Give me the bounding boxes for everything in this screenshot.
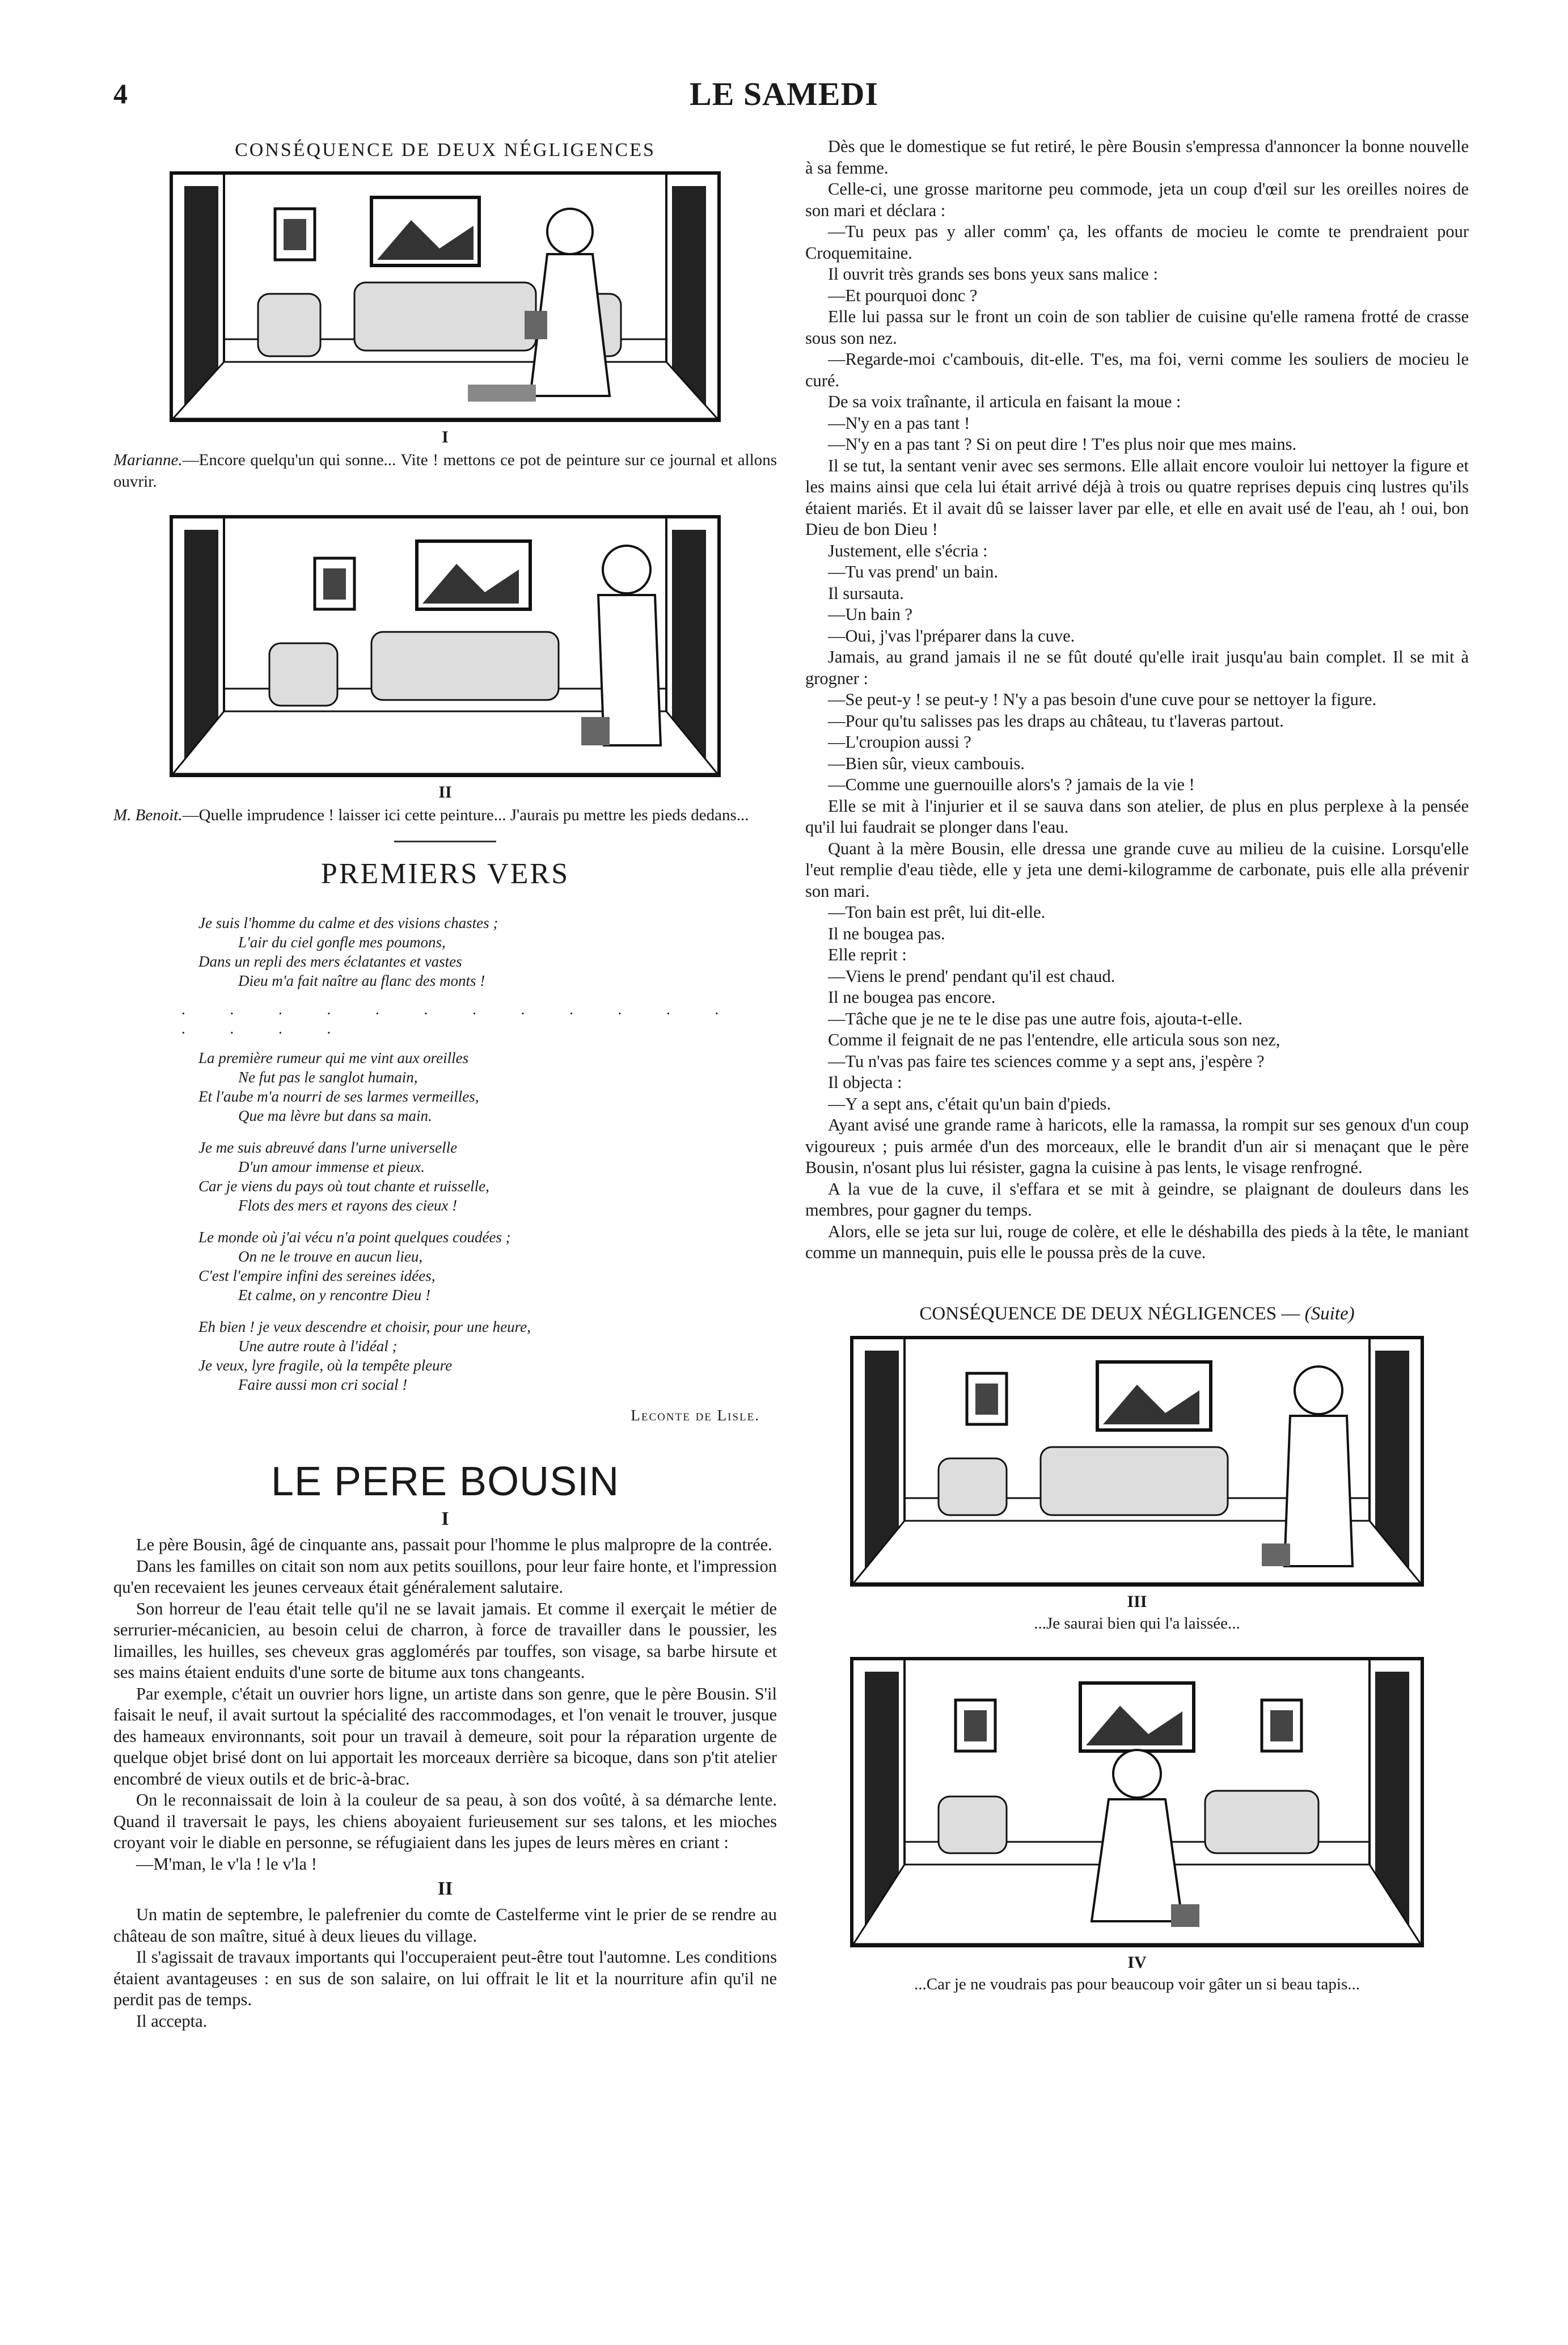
comic-title: CONSÉQUENCE DE DEUX NÉGLIGENCES —	[919, 1303, 1300, 1324]
poem-line: Je veux, lyre fragile, où la tempête pleure	[198, 1357, 453, 1374]
paragraph: A la vue de la cuve, il s'effara et se mit à geindre, se plaignant de douleurs dans les membres, pour gagner du temps.	[805, 1179, 1469, 1220]
paragraph: —M'man, le v'la ! le v'la !	[136, 1854, 317, 1874]
paragraph: Elle lui passa sur le front un coin de son tablier de cuisine qu'elle ramena frotté de crasse sous son nez.	[805, 307, 1469, 348]
paragraph: Son horreur de l'eau était telle qu'il ne se lavait jamais. Et comme il exerçait le métier de serrurier-mécanicien, au besoin celui de charron, à force de travailler dans le poussier, les limailles, les huilles, ses cheveux gras agglomérés par touffes, son visage, sa barbe hirsute et ses mains étaient enduits d'une sorte de bitume aux tons changeants.	[113, 1599, 777, 1682]
panel-caption-2	[113, 804, 777, 826]
paragraph: Il sursauta.	[828, 583, 904, 603]
paragraph: Il ouvrit très grands ses bons yeux sans malice :	[828, 264, 1158, 284]
room-illustration-3	[853, 1339, 1421, 1583]
poem-line: D'un amour immense et pieux.	[238, 1158, 425, 1175]
paragraph: Par exemple, c'était un ouvrier hors ligne, un artiste dans son genre, que le père Bousin. S'il faisait le neuf, il avait surtout la spécialité des raccommodages, et l'on venait le trouver, jusque des hameaux environnants, soit pour un travail à demeure, soit pour la réparation urgente de quelque objet brisé dont on lui apportait les morceaux derrière sa bicoque, dans son p'tit atelier encombré de vieux outils et de bric-à-brac.	[113, 1684, 777, 1789]
paragraph: —Et pourquoi donc ?	[828, 285, 978, 305]
paragraph: Dans les familles on citait son nom aux petits souillons, pour leur faire honte, et l'impression qu'en recevaient les jeunes cerveaux était généralement salutaire.	[113, 1556, 777, 1597]
poem-line: Dieu m'a fait naître au flanc des monts !	[238, 972, 485, 989]
poem-line: Et calme, on y rencontre Dieu !	[238, 1287, 431, 1304]
comic-panel-4	[850, 1657, 1424, 1947]
panel-numeral-3: III	[1127, 1592, 1147, 1611]
divider	[394, 841, 496, 842]
paragraph: —Tu peux pas y aller comm' ça, les offants de mocieu le comte te prendraient pour Croquemitaine.	[805, 222, 1469, 263]
poem-line: Je suis l'homme du calme et des visions chastes ;	[198, 914, 498, 931]
paragraph: —N'y en a pas tant ? Si on peut dire ! T'es plus noir que mes mains.	[828, 435, 1297, 454]
poem-line: On ne le trouve en aucun lieu,	[238, 1248, 423, 1265]
paragraph: —Se peut-y ! se peut-y ! N'y a pas besoin d'une cuve pour se nettoyer la figure.	[828, 690, 1377, 709]
room-illustration-2	[173, 518, 717, 774]
story-continuation	[805, 136, 1469, 1264]
panel-caption-1	[113, 449, 777, 492]
paragraph: Elle se mit à l'injurier et il se sauva dans son atelier, de plus en plus perplexe à la pensée qu'il lui faudrait se plonger dans l'eau.	[805, 796, 1469, 837]
paragraph: Dès que le domestique se fut retiré, le père Bousin s'empressa d'annoncer la bonne nouvelle à sa femme.	[805, 137, 1469, 178]
poem-line: Que ma lèvre but dans sa main.	[238, 1107, 432, 1124]
poem-line: Ne fut pas le sanglot humain,	[238, 1069, 418, 1086]
poem-stanza	[198, 1228, 777, 1305]
comic-panel-2	[170, 515, 721, 777]
poem-line: Une autre route à l'idéal ;	[238, 1338, 398, 1355]
paragraph: Elle reprit :	[828, 945, 907, 964]
paragraph: —Tâche que je ne te le dise pas une autre fois, ajouta-t-elle.	[828, 1009, 1242, 1028]
paragraph: —Viens le prend' pendant qu'il est chaud.	[828, 966, 1115, 986]
paragraph: De sa voix traînante, il articula en faisant la moue :	[828, 392, 1181, 411]
poem-line: Dans un repli des mers éclatantes et vastes	[198, 953, 462, 970]
panel-caption-3: ...Je saurai bien qui l'a laissée...	[1034, 1614, 1240, 1633]
poem-line: Eh bien ! je veux descendre et choisir, pour une heure,	[198, 1318, 531, 1335]
paragraph: Ayant avisé une grande rame à haricots, elle la ramassa, la rompit sur ses genoux d'un coup vigoureux ; puis armée d'un des morceaux, elle le brandit d'un air si menaçant que le père Bousin, n'osant plus lui résister, gagna la cuisine à pas lents, le visage renfrogné.	[805, 1115, 1469, 1177]
poem-line: Je me suis abreuvé dans l'urne universelle	[198, 1139, 458, 1156]
paragraph: —N'y en a pas tant !	[828, 413, 970, 433]
paragraph: —Tu n'vas pas faire tes sciences comme y a sept ans, j'espère ?	[828, 1051, 1265, 1071]
paragraph: Il ne bougea pas encore.	[828, 988, 996, 1007]
paragraph: Quant à la mère Bousin, elle dressa une grande cuve au milieu de la cuisine. Lorsqu'elle l'eut remplie d'eau tiède, elle y jeta une demi-kilogramme de carbonate, puis elle alla prévenir son mari.	[805, 838, 1469, 901]
panel-caption-4: ...Car je ne voudrais pas pour beaucoup voir gâter un si beau tapis...	[914, 1975, 1360, 1993]
paragraph: Celle-ci, une grosse maritorne peu commode, jeta un coup d'œil sur les oreilles noires de son mari et déclara :	[805, 179, 1469, 220]
paragraph: Un matin de septembre, le palefrenier du comte de Castelferme vint le prier de se rendre au château de son maître, situé à deux lieues du village.	[113, 1905, 777, 1946]
paragraph: —Regarde-moi c'cambouis, dit-elle. T'es, ma foi, verni comme les souliers de mocieu le curé.	[805, 349, 1469, 390]
caption-speaker: Marianne.	[113, 451, 183, 469]
paragraph: Il objecta :	[828, 1073, 902, 1092]
story-section-2	[113, 1904, 777, 2032]
poem-stanza	[198, 913, 777, 990]
caption-speaker: M. Benoit.	[113, 806, 183, 824]
paragraph: —Oui, j'vas l'préparer dans la cuve.	[828, 626, 1075, 646]
paragraph: —Comme une guernouille alors's ? jamais de la vie !	[828, 775, 1195, 794]
poem-body	[181, 913, 777, 1394]
paragraph: —Ton bain est prêt, lui dit-elle.	[828, 902, 1046, 922]
paragraph: Comme il feignait de ne pas l'entendre, elle articula sous son nez,	[828, 1030, 1280, 1049]
paragraph: —Tu vas prend' un bain.	[828, 562, 999, 581]
poem-author: Leconte de Lisle.	[631, 1407, 760, 1424]
paragraph: Il se tut, la sentant venir avec ses sermons. Elle allait encore vouloir lui nettoyer la figure et les mains ainsi que cela lui était arrivé déjà à trois ou quatre reprises depuis cinq lustres qu'ils étaient mariés. Et il avait dû se laisser laver par elle, et elle en avait usé de l'eau, ah ! oui, bon Dieu de bon Dieu !	[805, 455, 1469, 539]
newspaper-title: LE SAMEDI	[690, 75, 878, 112]
panel-numeral-1: I	[442, 428, 449, 446]
comic-title: CONSÉQUENCE DE DEUX NÉGLIGENCES	[235, 140, 656, 161]
paragraph: On le reconnaissait de loin à la couleur de sa peau, à son dos voûté, à sa démarche lente. Quand il traversait le pays, les chiens aboyaient furieusement sur ses talons, et les mioches croyant voir le diable en personne, se réfugiaient dans les jupes de leurs mères en criant :	[113, 1790, 777, 1852]
room-illustration-1	[173, 175, 717, 419]
section-heading-2: II	[437, 1878, 453, 1899]
comic-panel-3	[850, 1336, 1424, 1587]
poem-line: Flots des mers et rayons des cieux !	[238, 1197, 458, 1214]
poem-line: L'air du ciel gonfle mes poumons,	[238, 934, 446, 951]
room-illustration-4	[853, 1660, 1421, 1944]
poem-stanza	[198, 1048, 777, 1125]
poem-line: La première rumeur qui me vint aux oreilles	[198, 1049, 469, 1066]
paragraph: —Y a sept ans, c'était qu'un bain d'pieds.	[828, 1094, 1111, 1114]
paragraph: Jamais, au grand jamais il ne se fût douté qu'elle irait jusqu'au bain complet. Il se mit à grogner :	[805, 647, 1469, 688]
poem-stanza	[198, 1138, 777, 1215]
paragraph: Il accepta.	[136, 2011, 208, 2031]
poem-line: Car je viens du pays où tout chante et ruisselle,	[198, 1178, 489, 1195]
paragraph: Alors, elle se jeta sur lui, rouge de colère, et elle le déshabilla des pieds à la tête, le maniant comme un mannequin, puis elle le poussa près de la cuve.	[805, 1221, 1469, 1262]
panel-numeral-2: II	[438, 783, 452, 802]
section-heading-1: I	[441, 1508, 449, 1529]
paragraph: Justement, elle s'écria :	[828, 541, 988, 560]
right-column	[805, 136, 1469, 1995]
poem-line: Faire aussi mon cri social !	[238, 1376, 408, 1393]
poem-line: C'est l'empire infini des sereines idées,	[198, 1267, 436, 1284]
paragraph: —Bien sûr, vieux cambouis.	[828, 753, 1025, 773]
poem-title: PREMIERS VERS	[320, 858, 570, 890]
paragraph: —Pour qu'tu salisses pas les draps au château, tu t'laveras partout.	[828, 711, 1284, 731]
poem-ellipsis-row: . . . . . . . . . . . . . . . .	[181, 1001, 739, 1037]
comic-panel-1	[170, 171, 721, 422]
suite-label: (Suite)	[1304, 1303, 1355, 1324]
story-title: LE PERE BOUSIN	[271, 1459, 620, 1504]
paragraph: Il ne bougea pas.	[828, 923, 945, 943]
poem-stanza	[198, 1317, 777, 1394]
poem-line: Le monde où j'ai vécu n'a point quelques coudées ;	[198, 1229, 511, 1246]
story-section-1	[113, 1534, 777, 1875]
paragraph: —L'croupion aussi ?	[828, 732, 971, 752]
caption-text: —Quelle imprudence ! laisser ici cette peinture... J'aurais pu mettre les pieds dedans...	[182, 806, 749, 824]
paragraph: Le père Bousin, âgé de cinquante ans, passait pour l'homme le plus malpropre de la contrée.	[136, 1535, 772, 1554]
page-number: 4	[113, 78, 128, 109]
left-column	[113, 136, 777, 2032]
paragraph: Il s'agissait de travaux importants qui l'occuperaient peut-être tout l'automne. Les conditions étaient avantageuses : en sus de son salaire, on lui offrait le lit et la nourriture afin qu'il ne perdit pas de temps.	[113, 1947, 777, 2009]
paragraph: —Un bain ?	[828, 605, 913, 624]
panel-numeral-4: IV	[1127, 1952, 1147, 1972]
caption-text: —Encore quelqu'un qui sonne... Vite ! mettons ce pot de peinture sur ce journal et allons ouvrir.	[113, 451, 777, 491]
comic-continued-title	[805, 1304, 1469, 1325]
poem-line: Et l'aube m'a nourri de ses larmes vermeilles,	[198, 1088, 479, 1105]
